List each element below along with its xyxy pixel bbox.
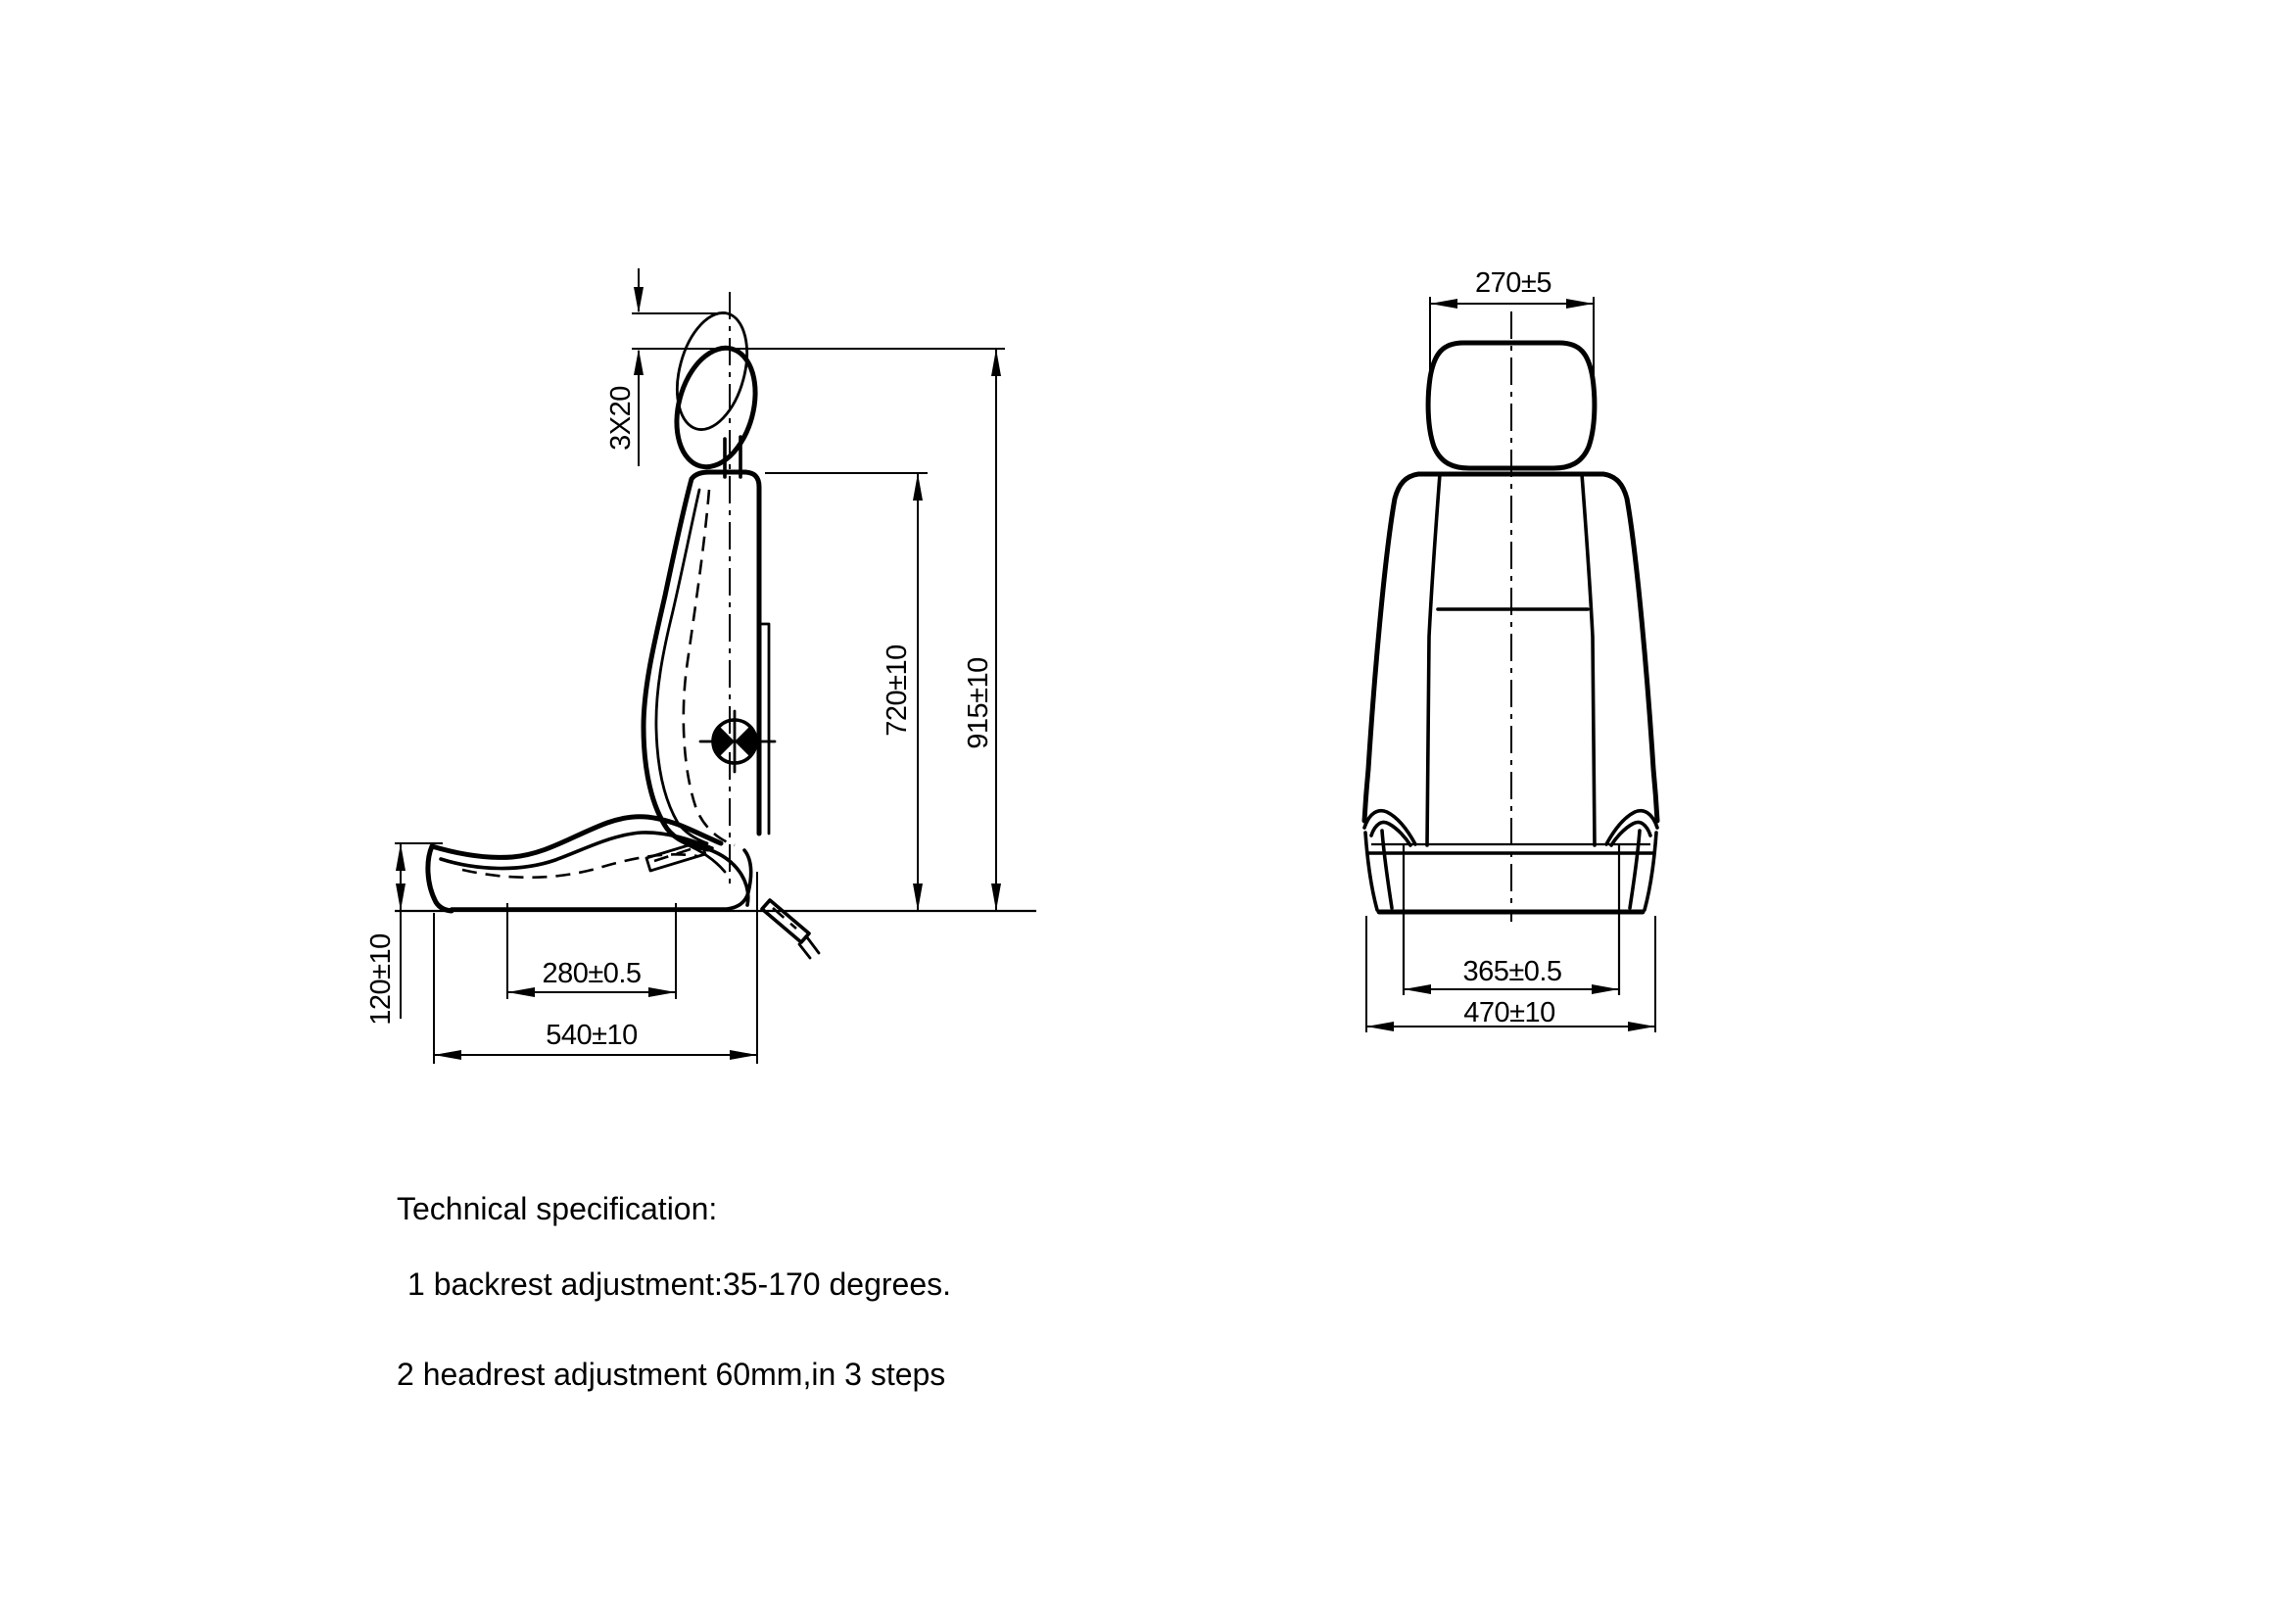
release-lever — [762, 900, 809, 942]
dim-label-overall-depth: 540±10 — [546, 1020, 638, 1051]
spec-block — [397, 1191, 951, 1392]
dim-label-headrest-width: 270±5 — [1475, 267, 1551, 299]
dim-label-backrest-height: 720±10 — [882, 645, 913, 737]
spec-item-2: 2 headrest adjustment 60mm,in 3 steps — [397, 1357, 946, 1392]
spec-title: Technical specification: — [397, 1191, 718, 1226]
headrest-side-lower-position — [664, 339, 768, 475]
side-dimension-lines — [395, 268, 1005, 1064]
headrest-side-upper-position — [665, 306, 758, 438]
front-view — [1364, 267, 1657, 1032]
dim-label-headrest-travel: 3X20 — [605, 386, 637, 451]
dim-label-rail-pitch: 280±0.5 — [542, 958, 642, 989]
dim-label-cushion-height: 120±10 — [365, 933, 397, 1026]
side-view — [365, 268, 1036, 1064]
dim-label-rail-width: 365±0.5 — [1462, 956, 1562, 987]
dim-label-overall-height: 915±10 — [963, 657, 994, 749]
side-view-dashed-lines — [462, 490, 796, 929]
side-view-medium-lines — [441, 833, 751, 909]
spec-item-1: 1 backrest adjustment:35-170 degrees. — [407, 1266, 951, 1302]
dim-label-overall-width: 470±10 — [1463, 997, 1555, 1028]
